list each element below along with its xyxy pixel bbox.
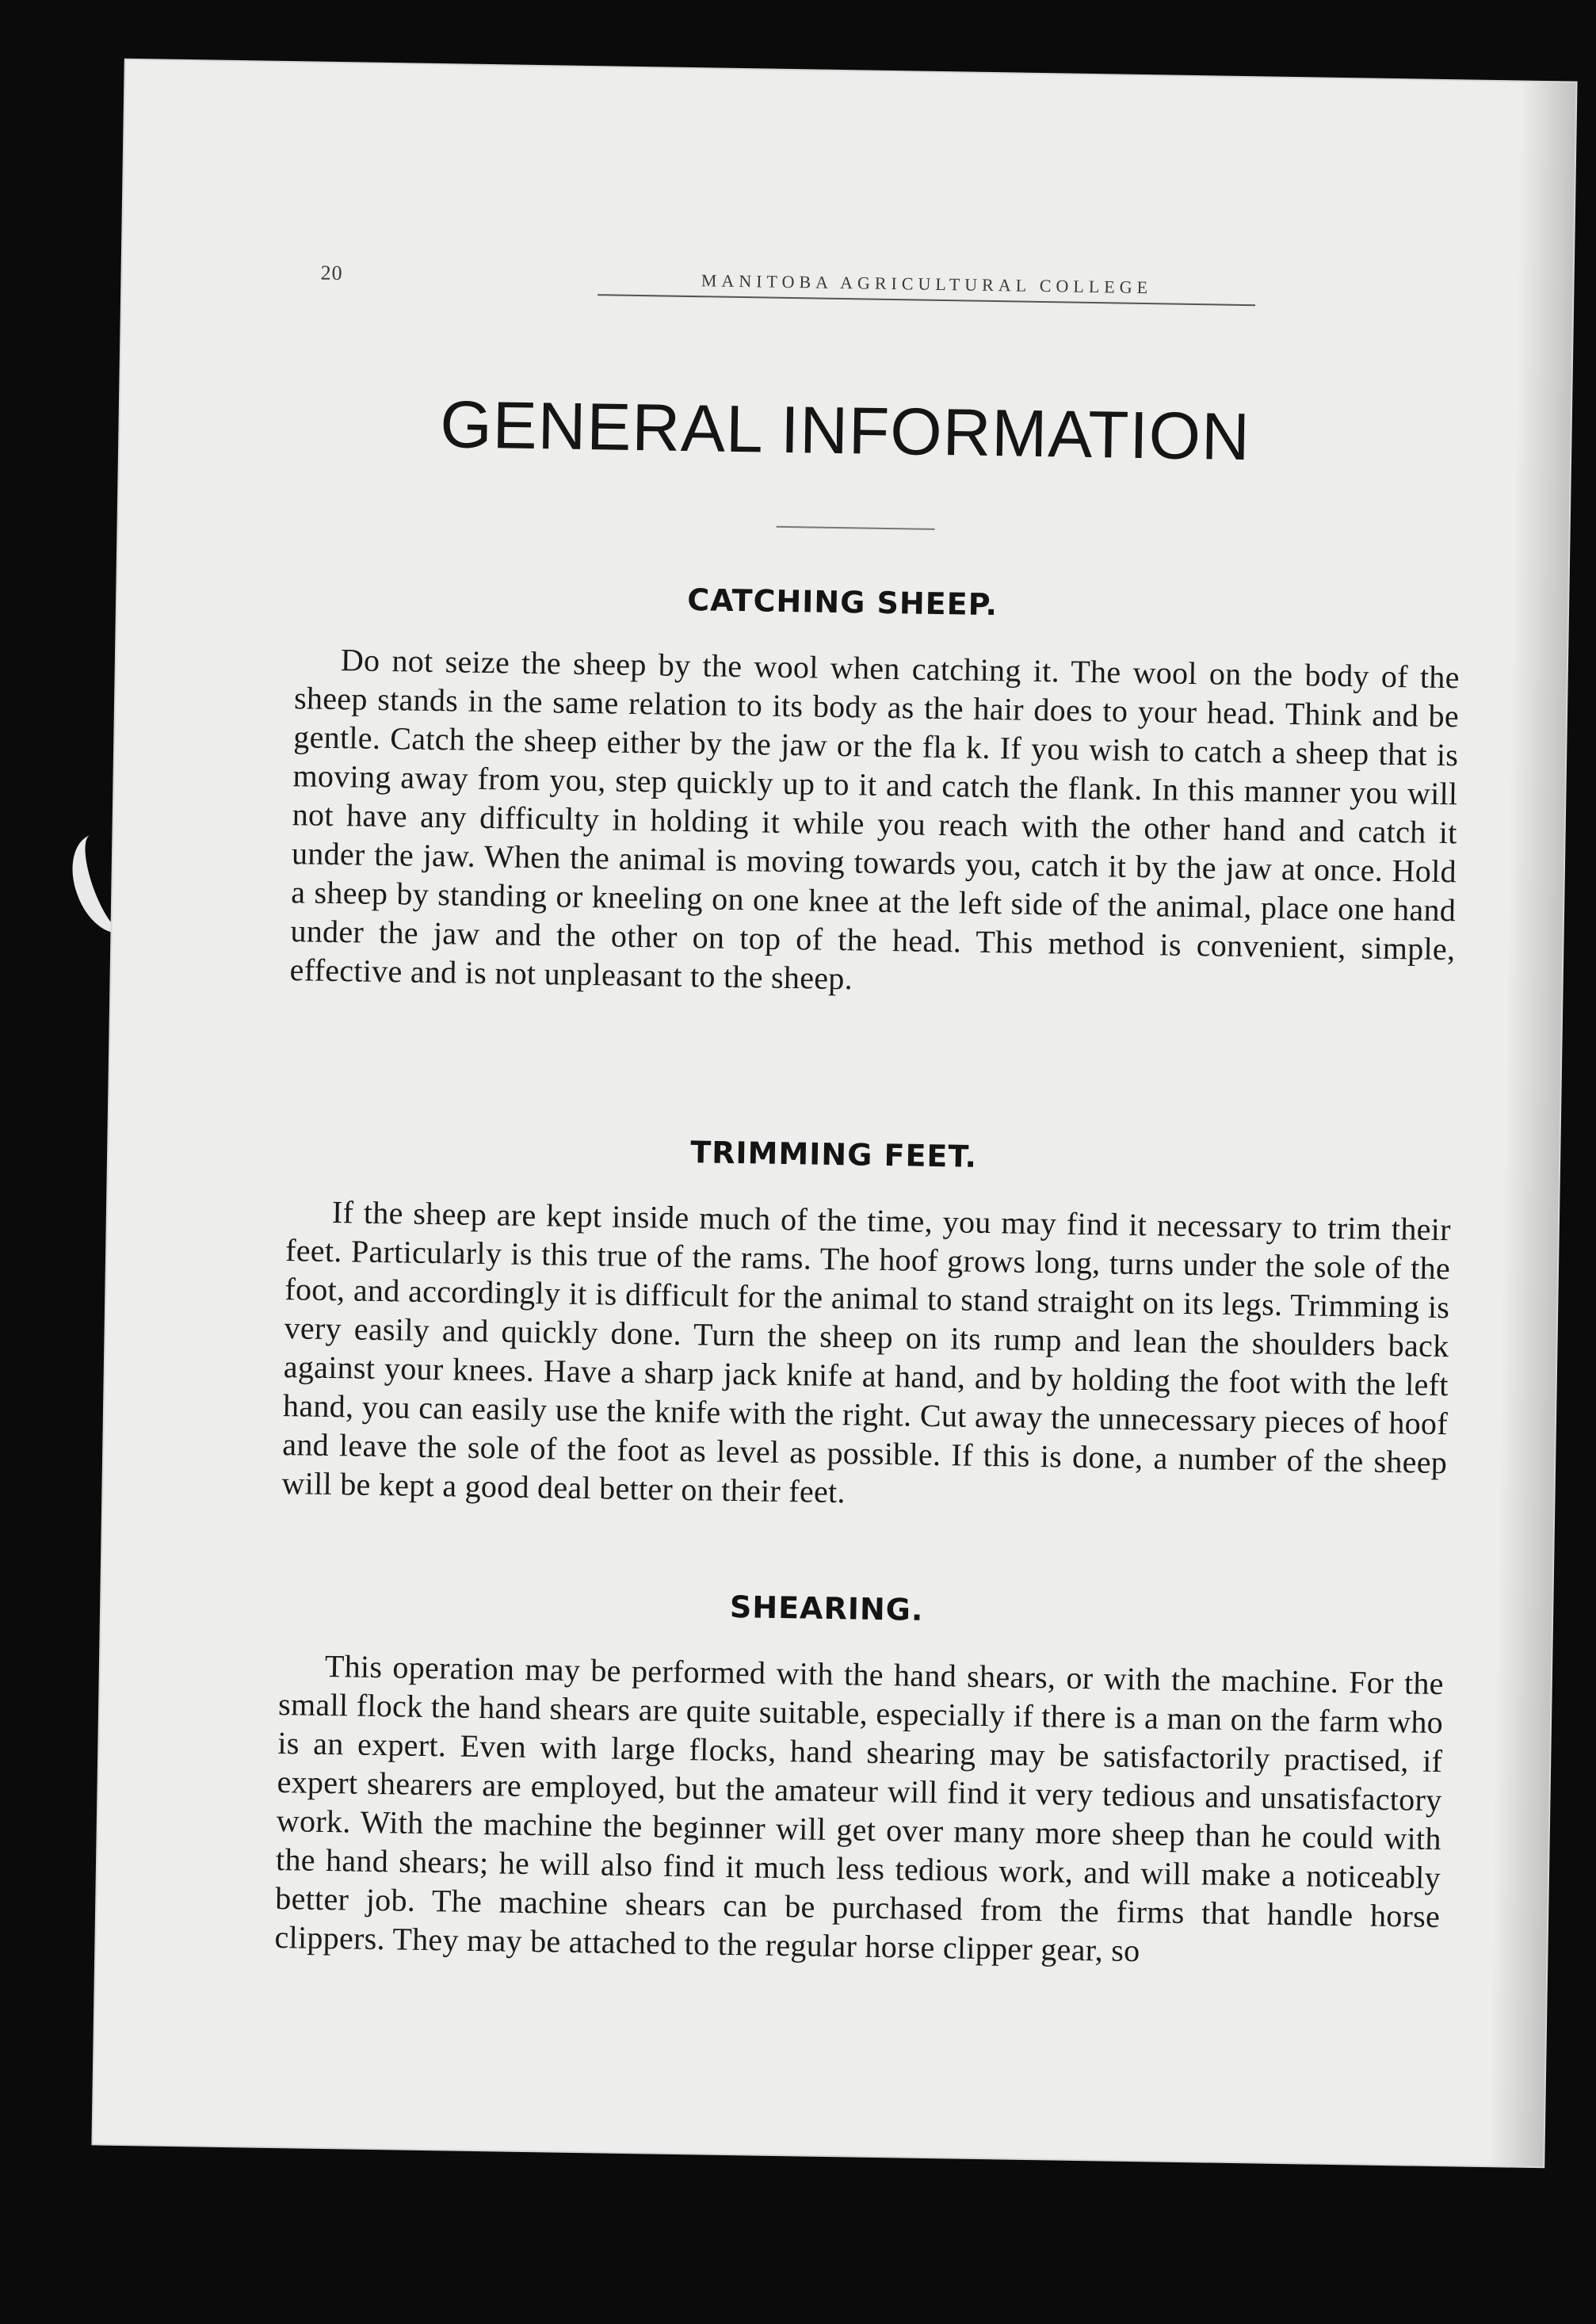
running-title: MANITOBA AGRICULTURAL COLLEGE: [598, 269, 1255, 306]
section-heading-shearing: SHEARING.: [729, 1589, 924, 1628]
page-fold-shadow: [1487, 82, 1575, 2166]
section-text-catching-sheep: Do not seize the sheep by the wool when catching it. The wool on the body of the sheep stands in the same relation to its body as the hair does to your head. Think and be gentle. Catch the sheep either by the jaw or the fla k. If you wish to catch a sheep that is moving away from you, step quickly up to it and catch the flank. In this manner you will not have any difficulty in holding it while you reach with the other hand and catch it under the jaw. When the animal is moving towards you, catch it by the jaw at once. Hold a sheep by standing or kneeling on one knee at the left side of the animal, place one hand under the jaw and the other on top of the head. This method is convenient, simple, effective and is not unpleasant to the sheep.: [289, 642, 1460, 997]
section-text-trimming-feet: If the sheep are kept inside much of the time, you may find it necessary to trim their feet. Particularly is this true of the rams. The hoof grows long, turns under the sole of the foot, and accordingly it is difficult for the animal to stand straight on its legs. Trimming is very easily and quickly done. Turn the sheep on its rump and lean the shoulders back against your knees. Have a sharp jack knife at hand, and by holding the foot with the left hand, you can easily use the knife with the right. Cut away the unnecessary pieces of hoof and leave the sole of the foot as level as possible. If this is done, a number of the sheep will be kept a good deal better on their feet.: [281, 1194, 1452, 1510]
title-divider: [777, 526, 935, 530]
page-title: GENERAL INFORMATION: [439, 387, 1251, 475]
section-heading-catching-sheep: CATCHING SHEEP.: [686, 582, 998, 623]
running-header: [122, 258, 1572, 313]
section-heading-trimming-feet: TRIMMING FEET.: [689, 1135, 978, 1174]
document-page: [93, 60, 1575, 2166]
section-text-shearing: This operation may be performed with the hand shears, or with the machine. For the small flock the hand shears are quite suitable, especially if there is a man on the farm who is an expert. Even with large flocks, hand shearing may be satisfactorily practised, if expert shearers are employed, but the amateur will find it very tedious and unsatisfactory work. With the machine the beginner will get over many more sheep than he could with the hand shears; he will also find it much less tedious work, and will make a noticeably better job. The machine shears can be purchased from the firms that handle horse clippers. They may be attached to the regular horse clipper gear, so: [274, 1647, 1445, 1969]
page-number: 20: [320, 261, 343, 285]
